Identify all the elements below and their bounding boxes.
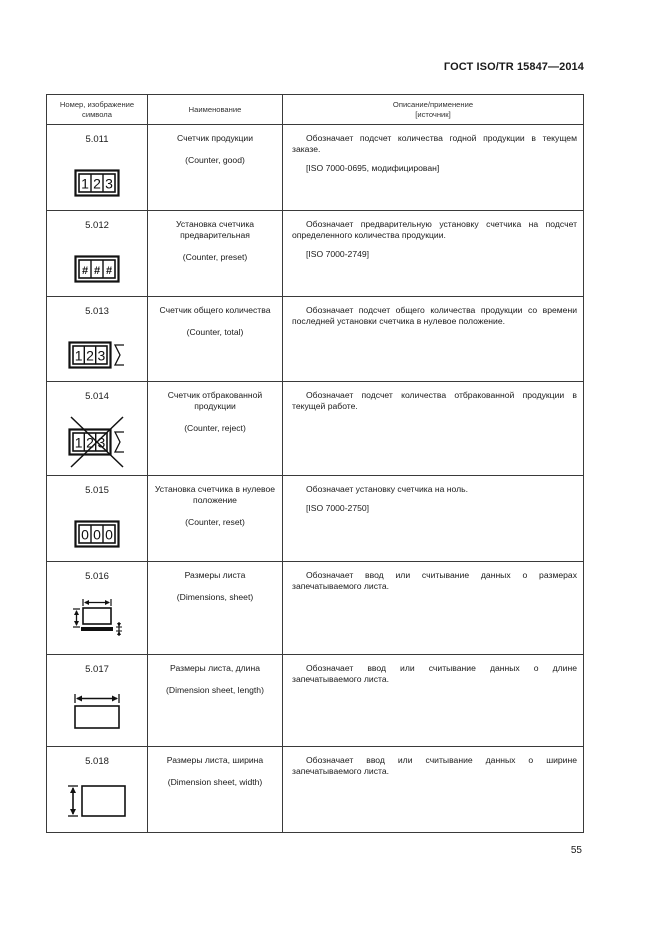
symbol-cell [47, 382, 148, 476]
symbol-description: Обозначает установку счетчика на ноль. [306, 484, 469, 494]
symbol-name: Счетчик отбракованной продукции [167, 390, 263, 412]
symbol-name: Установка счетчика в нулевое положение [154, 484, 276, 506]
symbol-name: Размеры листа [184, 570, 246, 580]
name-cell [148, 382, 283, 476]
table-row [47, 382, 584, 476]
counter-digit: # [105, 265, 113, 277]
symbol-description: Обозначает подсчет количества отбракованной продукции в текущей работе. [292, 390, 577, 412]
symbol-description: Обозначает ввод или считывание данных о ширине запечатываемого листа. [292, 755, 577, 777]
description-cell [283, 125, 584, 211]
symbol-name-en: (Dimension sheet, length) [166, 685, 264, 696]
header-description [283, 95, 584, 125]
symbol-source: [ISO 7000-2750] [306, 503, 370, 514]
symbol-name: Размеры листа, ширина [166, 755, 264, 765]
counter-digit: 2 [93, 175, 101, 192]
table-row [47, 211, 584, 297]
symbol-description: Обозначает подсчет количества годной продукции в текущем заказе. [292, 133, 577, 155]
table-row [47, 655, 584, 747]
symbol-number: 5.012 [85, 220, 109, 231]
dimension-sheet-width-icon [67, 783, 127, 819]
counter-digit: 2 [86, 347, 94, 364]
symbol-name-en: (Counter, reset) [185, 517, 245, 528]
description-cell [283, 211, 584, 297]
counter-digit: 1 [74, 434, 83, 451]
description-cell [283, 747, 584, 833]
table-row [47, 562, 584, 655]
symbol-cell [47, 211, 148, 297]
name-cell [148, 655, 283, 747]
symbol-cell [47, 747, 148, 833]
header-description-label: Описание/применение [392, 100, 474, 110]
counter-digit: 0 [105, 526, 113, 543]
header-description-source: [источник] [415, 109, 451, 119]
symbol-number: 5.018 [85, 756, 109, 767]
table-header-row [47, 95, 584, 125]
symbol-name-en: (Counter, preset) [182, 252, 248, 263]
symbol-number: 5.013 [85, 306, 109, 317]
description-cell [283, 562, 584, 655]
counter-digit: 3 [97, 434, 106, 451]
symbol-cell [47, 125, 148, 211]
symbol-number: 5.015 [85, 485, 109, 496]
symbol-name: Установка счетчика предварительная [175, 219, 255, 241]
counter-total-icon [68, 341, 126, 369]
description-cell [283, 382, 584, 476]
counter-reject-icon [68, 416, 126, 468]
counter-digit: 3 [97, 347, 106, 364]
symbol-name: Счетчик продукции [176, 133, 254, 143]
symbol-description: Обозначает предварительную установку счетчика на подсчет определенного количества продукции. [292, 219, 577, 241]
counter-digit: 0 [93, 526, 101, 543]
symbol-name-en: (Dimension sheet, width) [167, 777, 263, 788]
symbol-number: 5.011 [85, 134, 109, 145]
symbol-description: Обозначает подсчет общего количества продукции со времени последней установки счетчика в нулевое положение. [292, 305, 577, 327]
counter-digit: 3 [105, 175, 113, 192]
table-row [47, 747, 584, 833]
document-title: ГОСТ ISO/TR 15847—2014 [443, 61, 584, 73]
counter-digit: # [81, 265, 89, 277]
table-row [47, 125, 584, 211]
symbol-description: Обозначает ввод или считывание данных о размерах запечатываемого листа. [292, 570, 577, 592]
description-cell [283, 476, 584, 562]
counter-good-icon [74, 169, 120, 197]
dimension-sheet-length-icon [71, 693, 123, 729]
symbol-cell [47, 562, 148, 655]
symbol-number: 5.016 [85, 571, 109, 582]
name-cell [148, 297, 283, 382]
symbol-name: Счетчик общего количества [159, 305, 271, 315]
symbol-number: 5.017 [85, 664, 109, 675]
counter-preset-icon [74, 255, 120, 283]
counter-reset-icon [74, 520, 120, 548]
counter-digit: 2 [86, 434, 94, 451]
name-cell [148, 211, 283, 297]
symbol-name: Размеры листа, длина [170, 663, 260, 673]
description-cell [283, 655, 584, 747]
counter-digit: 1 [81, 175, 89, 192]
symbol-source: [ISO 7000-2749] [306, 249, 370, 260]
counter-digit: 0 [81, 526, 89, 543]
description-cell [283, 297, 584, 382]
name-cell [148, 562, 283, 655]
symbol-cell [47, 476, 148, 562]
symbol-cell [47, 655, 148, 747]
header-name: Наименование [148, 95, 283, 125]
name-cell [148, 747, 283, 833]
header-symbol-number: Номер, изображение символа [47, 95, 148, 125]
counter-digit: # [93, 265, 101, 277]
table-row [47, 297, 584, 382]
symbol-description: Обозначает ввод или считывание данных о длине запечатываемого листа. [292, 663, 577, 685]
symbols-table [46, 94, 584, 833]
symbol-name-en: (Counter, total) [186, 327, 244, 338]
table-row [47, 476, 584, 562]
name-cell [148, 476, 283, 562]
page-number: 55 [570, 845, 582, 856]
counter-digit: 1 [74, 347, 83, 364]
symbol-name-en: (Counter, good) [185, 155, 245, 166]
symbol-name-en: (Counter, reject) [184, 423, 246, 434]
symbol-cell [47, 297, 148, 382]
symbol-name-en: (Dimensions, sheet) [176, 592, 254, 603]
dimensions-sheet-icon [70, 596, 124, 636]
symbol-source: [ISO 7000-0695, модифицирован] [306, 163, 440, 174]
name-cell [148, 125, 283, 211]
symbol-number: 5.014 [85, 391, 109, 402]
